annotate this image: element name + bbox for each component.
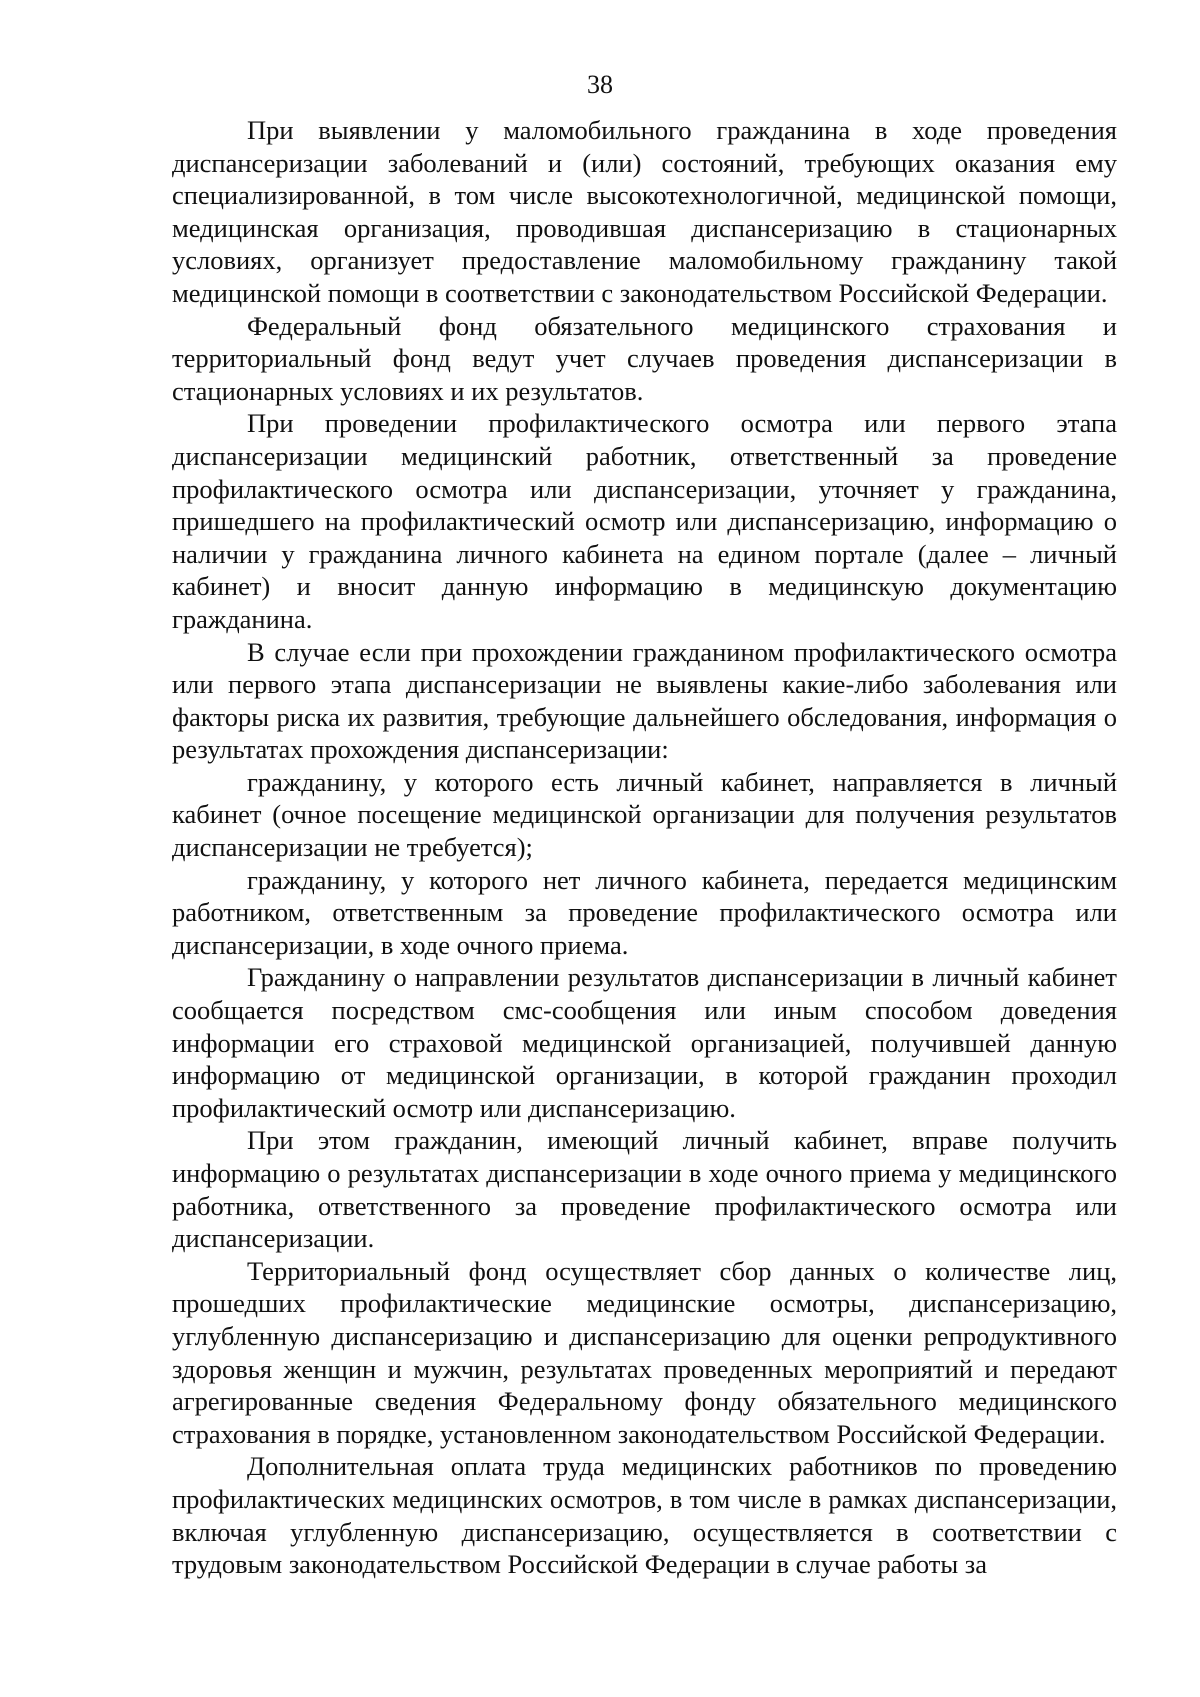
paragraph-9: Территориальный фонд осуществляет сбор данных о количестве лиц, прошедших профилактические медицинские осмотры, диспансеризацию, углубленную диспансеризацию и диспансеризацию для оценки репродуктивного здоровья женщин и мужчин, результатах проведенных мероприятий и передают агрегированные сведения Федеральному фонду обязательного медицинского страхования в порядке, установленном законодательством Российской Федерации. <box>172 1255 1117 1449</box>
document-body <box>172 114 1117 1581</box>
page-number: 38 <box>587 70 613 99</box>
paragraph-8: При этом гражданин, имеющий личный кабинет, вправе получить информацию о результатах диспансеризации в ходе очного приема у медицинского работника, ответственного за проведение профилактического осмотра или диспансеризации. <box>172 1125 1117 1254</box>
paragraph-1: При выявлении у маломобильного гражданина в ходе проведения диспансеризации заболеваний и (или) состояний, требующих оказания ему специализированной, в том числе высокотехнологичной, медицинской помощи, медицинская организация, проводившая диспансеризацию в стационарных условиях, организует предоставление маломобильному гражданину такой медицинской помощи в соответствии с законодательством Российской Федерации. <box>172 115 1117 308</box>
paragraph-2: Федеральный фонд обязательного медицинского страхования и территориальный фонд ведут учет случаев проведения диспансеризации в стационарных условиях и их результатов. <box>172 310 1117 406</box>
paragraph-10: Дополнительная оплата труда медицинских работников по проведению профилактических медицинских осмотров, в том числе в рамках диспансеризации, включая углубленную диспансеризацию, осуществляется в соответствии с трудовым законодательством Российской Федерации в случае работы за <box>172 1451 1117 1580</box>
paragraph-4: В случае если при прохождении гражданином профилактического осмотра или первого этапа диспансеризации не выявлены какие-либо заболевания или факторы риска их развития, требующие дальнейшего обследования, информация о результатах прохождения диспансеризации: <box>172 636 1117 765</box>
paragraph-5: гражданину, у которого есть личный кабинет, направляется в личный кабинет (очное посещение медицинской организации для получения результатов диспансеризации не требуется); <box>172 766 1117 863</box>
paragraph-7: Гражданину о направлении результатов диспансеризации в личный кабинет сообщается посредством смс-сообщения или иным способом доведения информации его страховой медицинской организацией, получившей данную информацию от медицинской организации, в которой гражданин проходил профилактический осмотр или диспансеризацию. <box>172 962 1117 1123</box>
paragraph-3: При проведении профилактического осмотра или первого этапа диспансеризации медицинский работник, ответственный за проведение профилактического осмотра или диспансеризации, уточняет у гражданина, пришедшего на профилактический осмотр или диспансеризацию, информацию о наличии у гражданина личного кабинета на едином портале (далее – личный кабинет) и вносит данную информацию в медицинскую документацию гражданина. <box>172 408 1117 634</box>
paragraph-6: гражданину, у которого нет личного кабинета, передается медицинским работником, ответственным за проведение профилактического осмотра или диспансеризации, в ходе очного приема. <box>172 864 1117 960</box>
